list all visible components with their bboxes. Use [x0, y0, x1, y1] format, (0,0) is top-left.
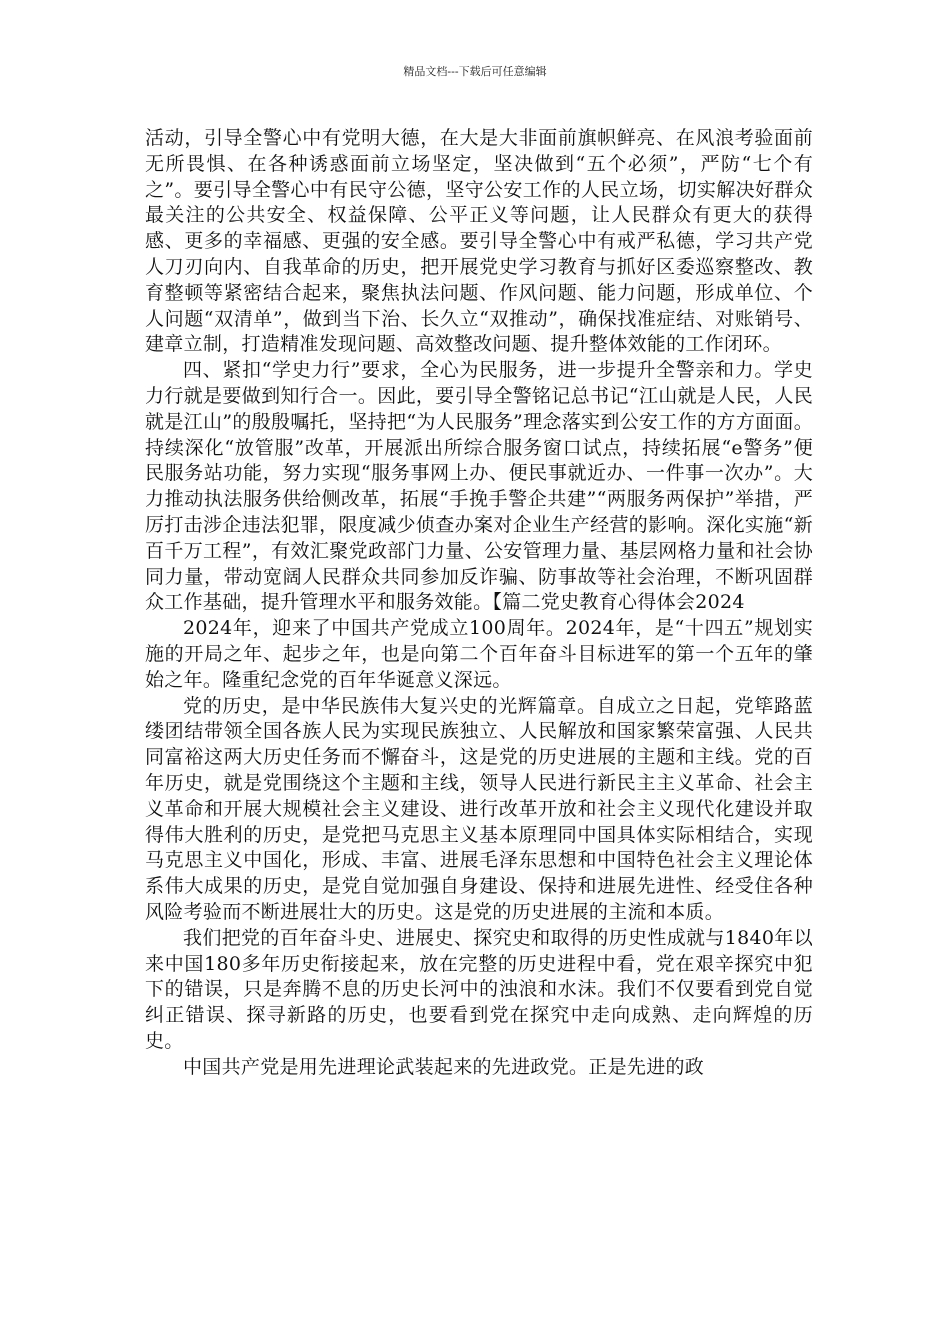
paragraph-6: 中国共产党是用先进理论武装起来的先进政党。正是先进的政	[183, 1055, 705, 1078]
paragraph-2: 四、紧扣“学史力行”要求，全心为民服务，进一步提升全警亲和力。学史力行就是要做到知行合一。因此，要引导全警铭记总书记“江山就是人民，人民就是江山”的殷殷嘱托，坚持把“为人民服务”理念落实到公安工作的方方面面。持续深化“放管服”改革，开展派出所综合服务窗口试点，持续拓展“e警务”便民服务站功能，努力实现“服务事网上办、便民事就近办、一件事一次办”。大力推动执法服务供给侧改革，拓展“手挽手警企共建”“两服务两保护”举措，严厉打击涉企违法犯罪，限度减少侦查办案对企业生产经营的影响。深化实施“新百千万工程”，有效汇聚党政部门力量、公安管理力量、基层网格力量和社会协同力量，带动宽阔人民群众共同参加反诈骗、防事故等社会治理，不断巩固群众工作基础，提升管理水平和服务效能。【篇二党史教育心得体会2024	[145, 359, 813, 614]
paragraph-4: 党的历史，是中华民族伟大复兴史的光辉篇章。自成立之日起，党筚路蓝缕团结带领全国各族人民为实现民族独立、人民解放和国家繁荣富强、人民共同富裕这两大历史任务而不懈奋斗，这是党的历史进展的主题和主线。党的百年历史，就是党围绕这个主题和主线，领导人民进行新民主主义革命、社会主义革命和开展大规模社会主义建设、进行改革开放和社会主义现代化建设并取得伟大胜利的历史，是党把马克思主义基本原理同中国具体实际相结合，实现马克思主义中国化，形成、丰富、进展毛泽东思想和中国特色社会主义理论体系伟大成果的历史，是党自觉加强自身建设、保持和进展先进性、经受住各种风险考验而不断进展壮大的历史。这是党的历史进展的主流和本质。	[145, 694, 813, 923]
paragraph-3: 2024年，迎来了中国共产党成立100周年。2024年，是“十四五”规划实施的开局之年、起步之年，也是向第二个百年奋斗目标进军的第一个五年的肇始之年。隆重纪念党的百年华诞意义深远。	[145, 617, 813, 691]
page-header: 精品文档---下载后可任意编辑	[403, 65, 547, 78]
document-body	[145, 126, 813, 1080]
paragraph-1: 活动，引导全警心中有党明大德，在大是大非面前旗帜鲜亮、在风浪考验面前无所畏惧、在各种诱惑面前立场坚定，坚决做到“五个必须”，严防“七个有之”。要引导全警心中有民守公德，坚守公安工作的人民立场，切实解决好群众最关注的公共安全、权益保障、公平正义等问题，让人民群众有更大的获得感、更多的幸福感、更强的安全感。要引导全警心中有戒严私德，学习共产党人刀刃向内、自我革命的历史，把开展党史学习教育与抓好区委巡察整改、教育整顿等紧密结合起来，聚焦执法问题、作风问题、能力问题，形成单位、个人问题“双清单”，做到当下治、长久立“双推动”，确保找准症结、对账销号、建章立制，打造精准发现问题、高效整改问题、提升整体效能的工作闭环。	[145, 127, 813, 356]
paragraph-5: 我们把党的百年奋斗史、进展史、探究史和取得的历史性成就与1840年以来中国180多年历史衔接起来，放在完整的历史进程中看，党在艰辛探究中犯下的错误，只是奔腾不息的历史长河中的浊浪和水沫。我们不仅要看到党自觉纠正错误、探寻新路的历史，也要看到党在探究中走向成熟、走向辉煌的历史。	[145, 926, 813, 1052]
